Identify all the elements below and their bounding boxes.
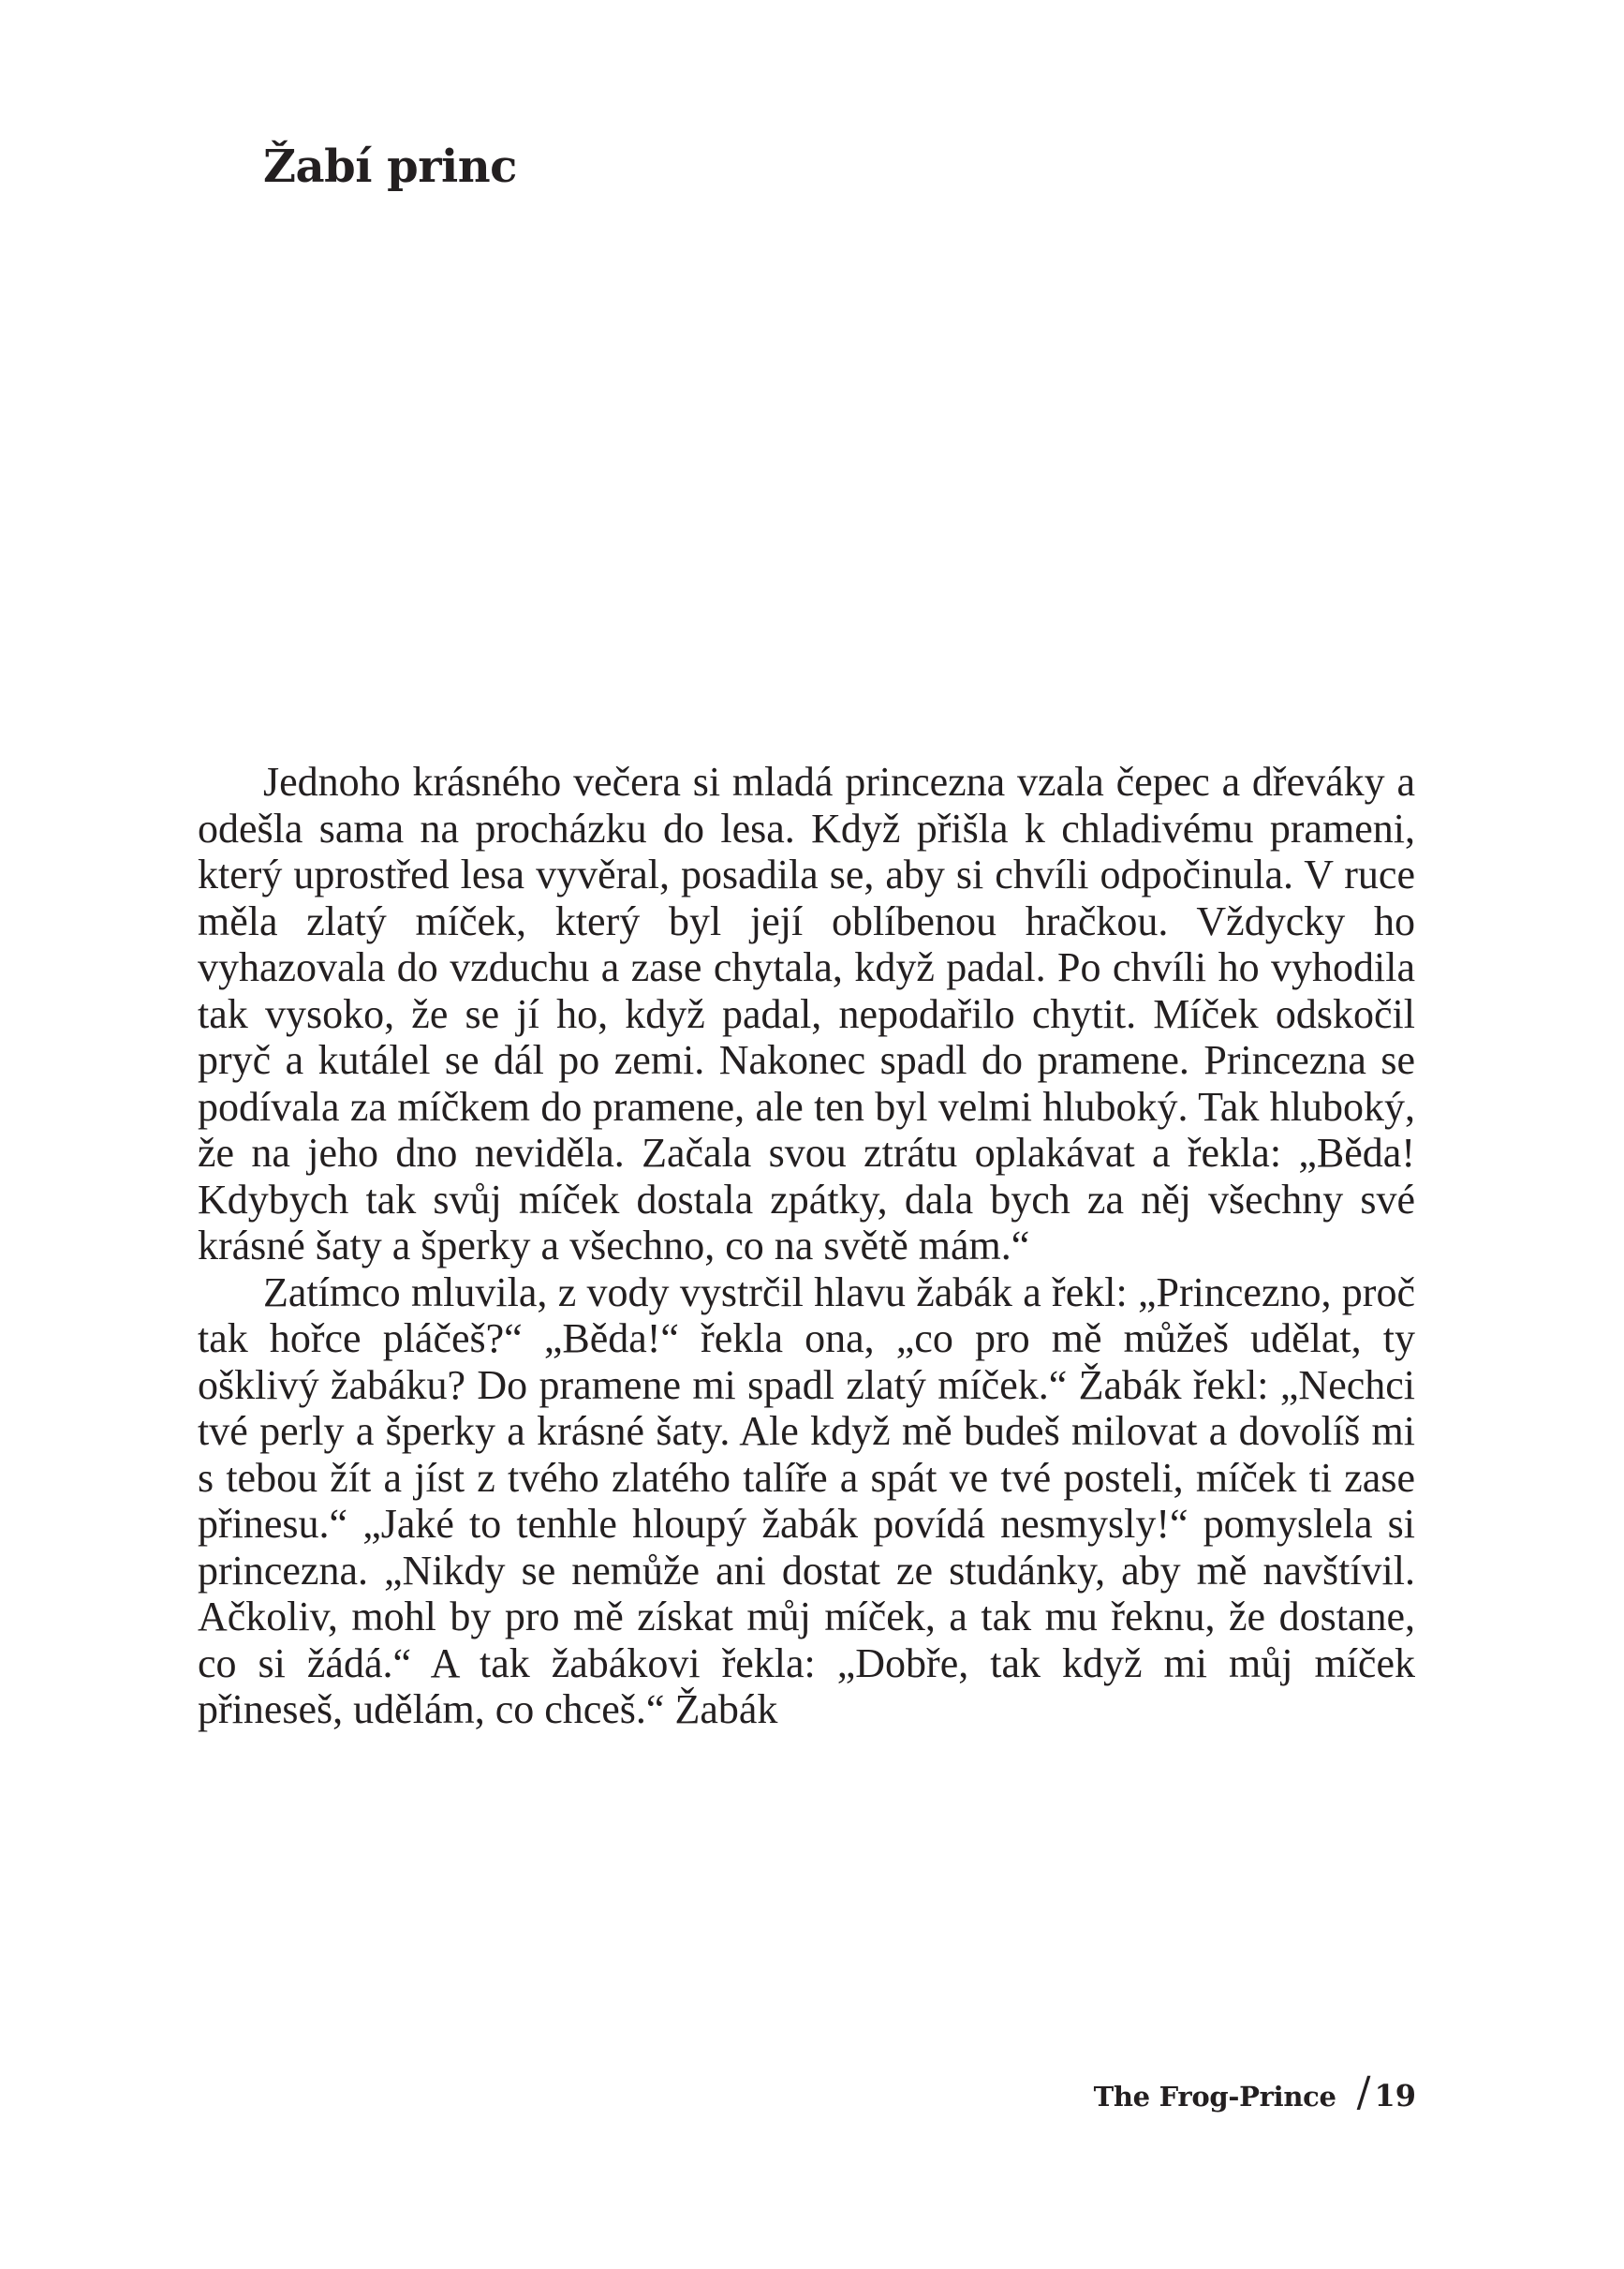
page-footer: [1094, 2069, 1416, 2116]
page-number: 19: [1374, 2078, 1416, 2113]
running-title: The Frog-Prince: [1093, 2081, 1336, 2113]
chapter-title: Žabí princ: [263, 141, 517, 193]
paragraph: Jednoho krásného večera si mladá princezna vzala čepec a dřeváky a odešla sama na procházku do lesa. Když přišla k chladivému prameni, který uprostřed lesa vyvěral, posadila se, aby si chvíli odpočinula. V ruce měla zlatý míček, který byl její oblíbenou hračkou. Vždycky ho vyhazovala do vzduchu a zase chytala, když padal. Po chvíli ho vyhodila tak vysoko, že se jí ho, když padal, nepodařilo chytit. Míček odskočil pryč a kutálel se dál po zemi. Nakonec spadl do pramene. Princezna se podívala za míčkem do pramene, ale ten byl velmi hluboký. Tak hluboký, že na jeho dno neviděla. Začala svou ztrátu oplakávat a řekla: „Běda! Kdybych tak svůj míček dostala zpátky, dala bych za něj všechny své krásné šaty a šperky a všechno, co na světě mám.“: [198, 759, 1415, 1268]
page-number-separator: /: [1356, 2069, 1371, 2116]
body-text: [198, 759, 1415, 1733]
paragraph: Zatímco mluvila, z vody vystrčil hlavu žabák a řekl: „Princezno, proč tak hořce pláčeš?“ „Běda!“ řekla ona, „co pro mě můžeš udělat, ty ošklivý žabáku? Do pramene mi spadl zlatý míček.“ Žabák řekl: „Nechci tvé perly a šperky a krásné šaty. Ale když mě budeš milovat a dovolíš mi s tebou žít a jíst z tvého zlatého talíře a spát ve tvé posteli, míček ti zase přinesu.“ „Jaké to tenhle hloupý žabák povídá nesmysly!“ pomyslela si princezna. „Nikdy se nemůže ani dostat ze studánky, aby mě navštívil. Ačkoliv, mohl by pro mě získat můj míček, a tak mu řeknu, že dostane, co si žádá.“ A tak žabákovi řekla: „Dobře, tak když mi můj míček přineseš, udělám, co chceš.“ Žabák: [198, 1268, 1415, 1732]
